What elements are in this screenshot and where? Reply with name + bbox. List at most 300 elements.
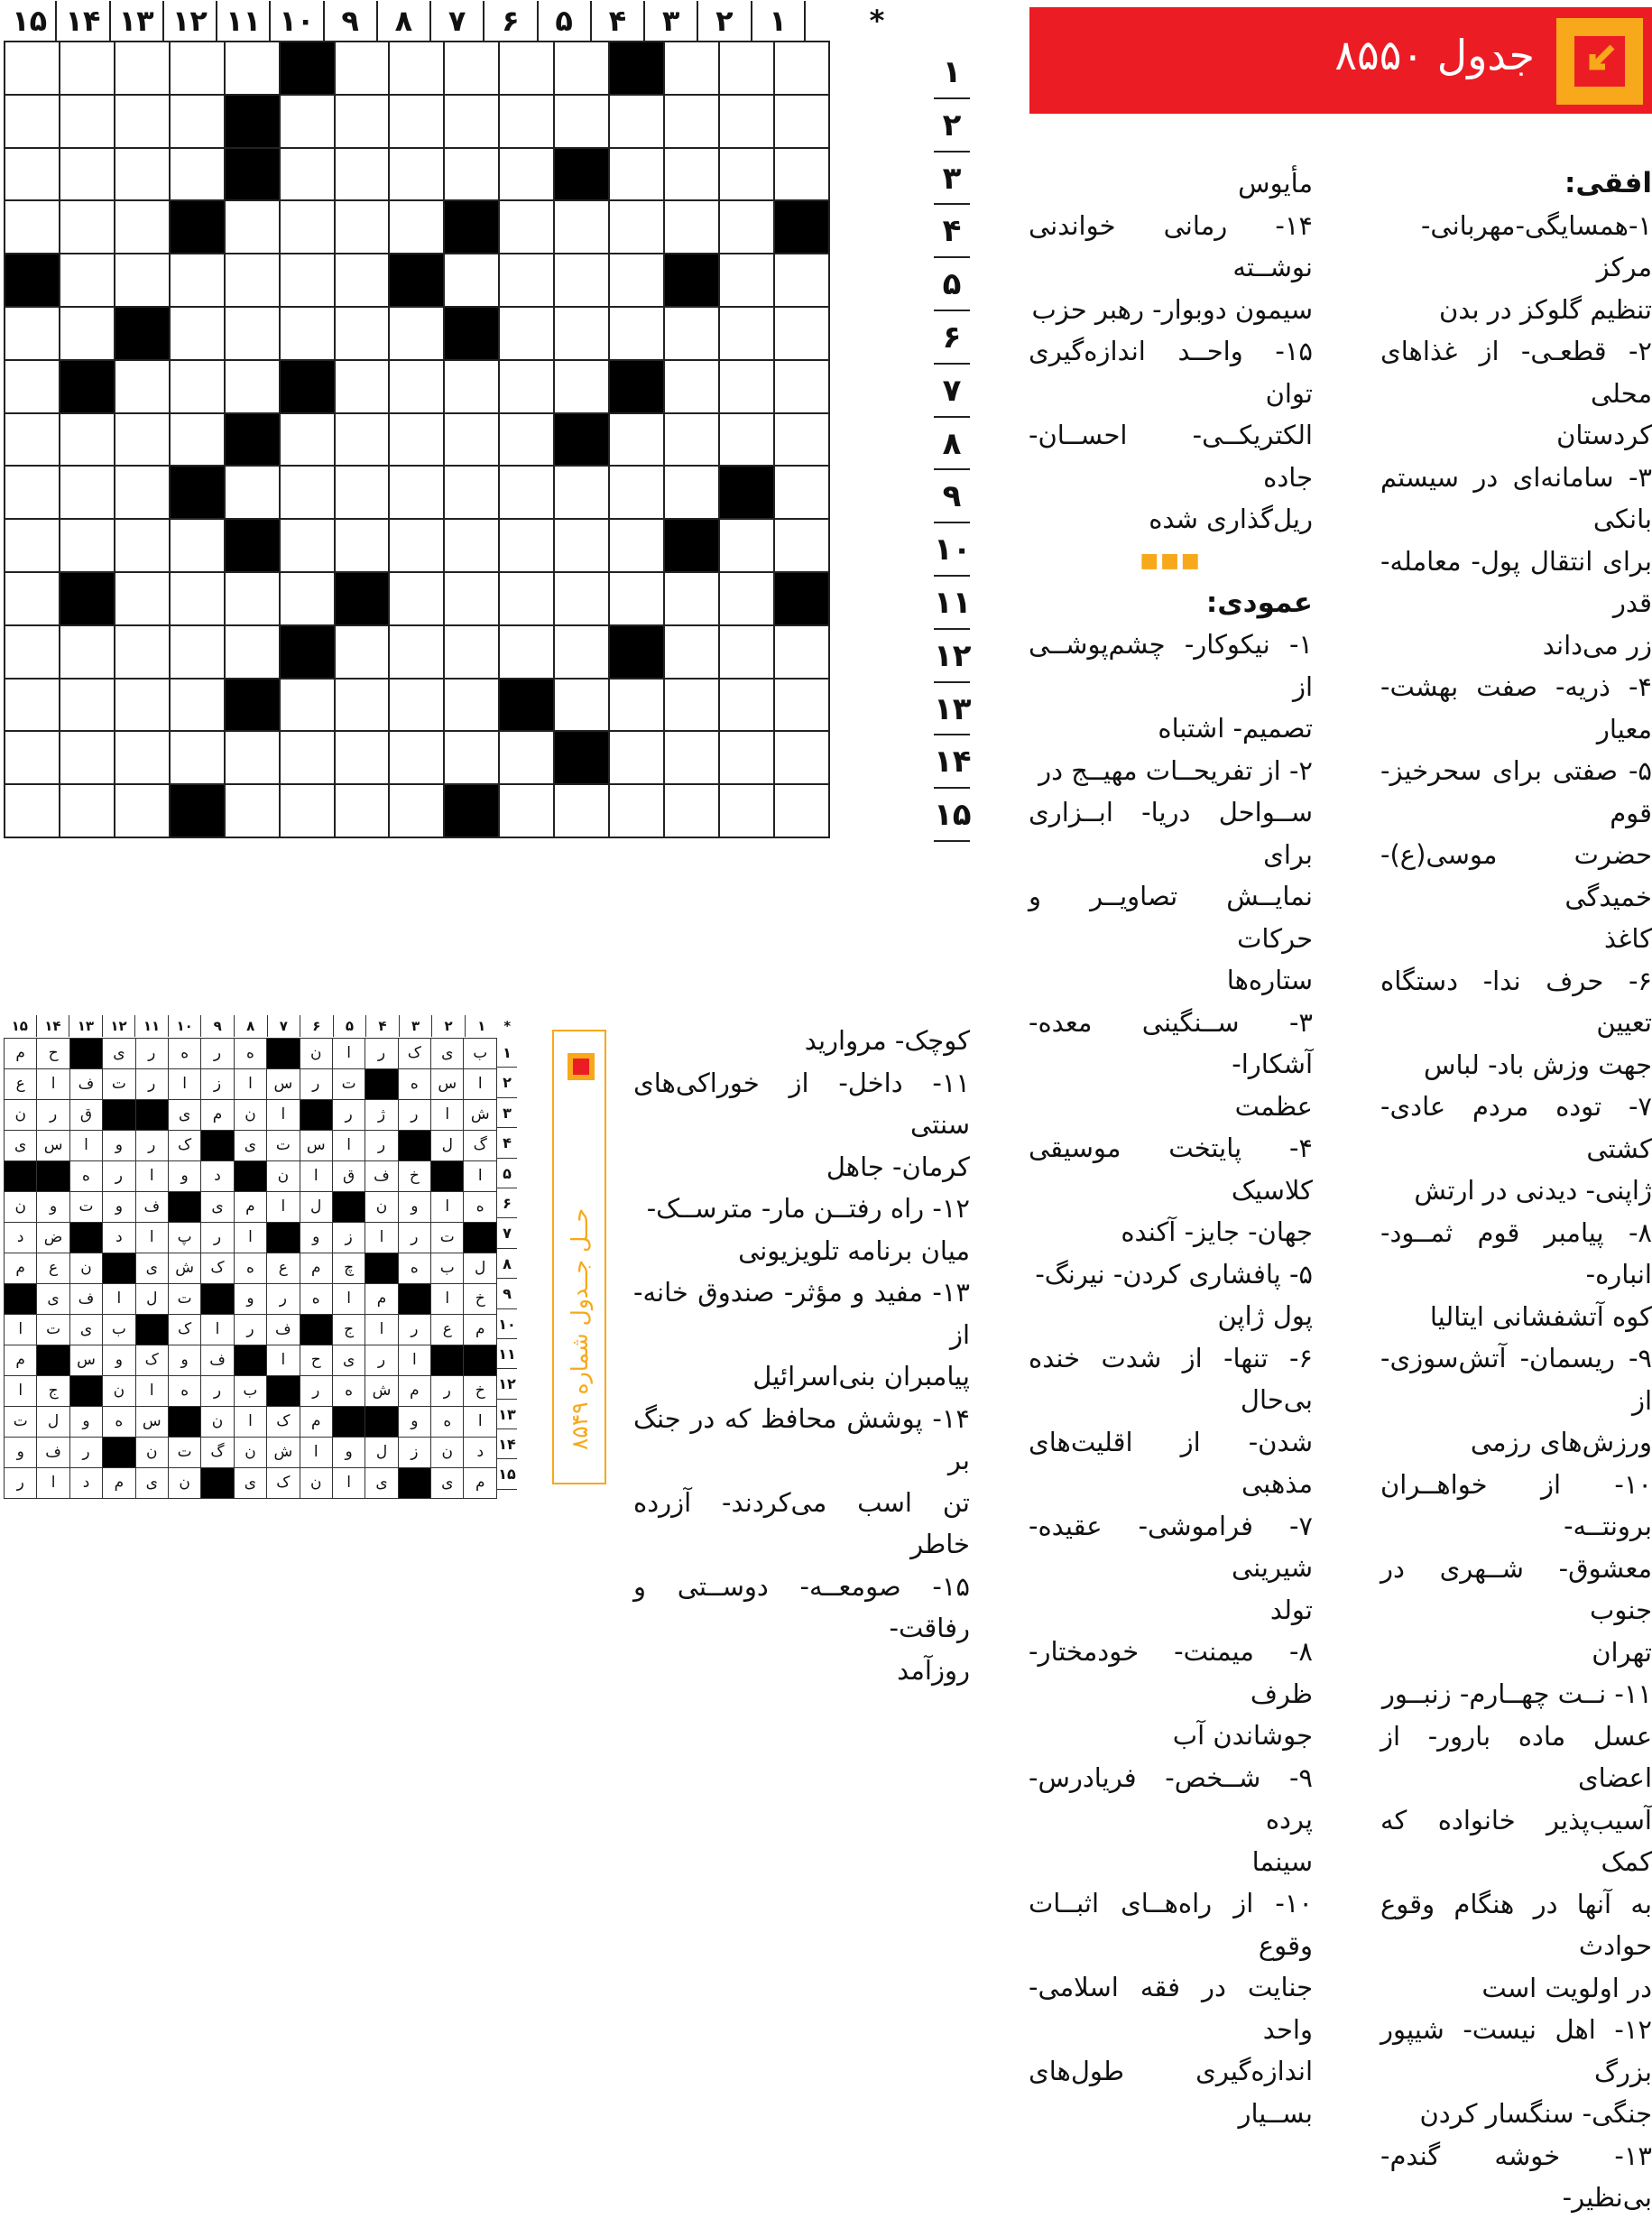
empty-cell[interactable]: [170, 519, 225, 572]
empty-cell[interactable]: [499, 519, 554, 572]
solution-cell: ر: [103, 1161, 135, 1192]
empty-cell[interactable]: [609, 572, 664, 625]
empty-cell[interactable]: [225, 572, 280, 625]
empty-cell[interactable]: [170, 679, 225, 732]
solution-cell: ا: [464, 1069, 497, 1100]
black-cell: [609, 625, 664, 679]
solution-cell: ا: [332, 1131, 365, 1161]
empty-cell[interactable]: [774, 95, 829, 148]
solution-cell: ا: [365, 1315, 398, 1345]
empty-cell[interactable]: [389, 784, 444, 837]
empty-cell[interactable]: [499, 625, 554, 679]
empty-cell[interactable]: [774, 731, 829, 784]
empty-cell[interactable]: [774, 784, 829, 837]
empty-cell[interactable]: [5, 731, 60, 784]
empty-cell[interactable]: [444, 519, 499, 572]
empty-cell[interactable]: [335, 466, 390, 519]
empty-cell[interactable]: [389, 42, 444, 95]
empty-cell[interactable]: [170, 360, 225, 413]
empty-cell[interactable]: [280, 200, 335, 254]
empty-cell[interactable]: [225, 254, 280, 307]
empty-cell[interactable]: [280, 731, 335, 784]
empty-cell[interactable]: [60, 731, 115, 784]
black-cell: [201, 1131, 234, 1161]
empty-cell[interactable]: [5, 307, 60, 360]
empty-cell[interactable]: [719, 360, 774, 413]
empty-cell[interactable]: [499, 731, 554, 784]
empty-cell[interactable]: [389, 679, 444, 732]
empty-cell[interactable]: [609, 731, 664, 784]
empty-cell[interactable]: [60, 466, 115, 519]
empty-cell[interactable]: [5, 519, 60, 572]
solution-cell: ک: [201, 1253, 234, 1284]
down-clue-line: ســواحل دریا- ابــزاری برای: [1029, 797, 1313, 870]
column-number: ۱۲: [162, 1, 216, 41]
empty-cell[interactable]: [389, 148, 444, 201]
empty-cell[interactable]: [225, 731, 280, 784]
empty-cell[interactable]: [499, 466, 554, 519]
empty-cell[interactable]: [335, 679, 390, 732]
empty-cell[interactable]: [225, 307, 280, 360]
empty-cell[interactable]: [774, 413, 829, 467]
empty-cell[interactable]: [335, 784, 390, 837]
empty-cell[interactable]: [5, 784, 60, 837]
empty-cell[interactable]: [5, 413, 60, 467]
empty-cell[interactable]: [609, 413, 664, 467]
empty-cell[interactable]: [554, 200, 609, 254]
empty-cell[interactable]: [170, 42, 225, 95]
empty-cell[interactable]: [664, 572, 719, 625]
empty-cell[interactable]: [115, 784, 170, 837]
column-number: ۱۱: [216, 1, 269, 41]
empty-cell[interactable]: [664, 95, 719, 148]
empty-cell[interactable]: [115, 731, 170, 784]
solution-cell: م: [464, 1468, 497, 1499]
empty-cell[interactable]: [280, 466, 335, 519]
black-cell: [774, 200, 829, 254]
empty-cell[interactable]: [170, 625, 225, 679]
empty-cell[interactable]: [389, 360, 444, 413]
empty-cell[interactable]: [335, 519, 390, 572]
row-number: ۱۳: [934, 683, 970, 736]
black-cell: [69, 1223, 102, 1253]
empty-cell[interactable]: [335, 42, 390, 95]
empty-cell[interactable]: [280, 148, 335, 201]
empty-cell[interactable]: [5, 42, 60, 95]
empty-cell[interactable]: [719, 42, 774, 95]
empty-cell[interactable]: [774, 519, 829, 572]
empty-cell[interactable]: [554, 466, 609, 519]
empty-cell[interactable]: [60, 307, 115, 360]
empty-cell[interactable]: [115, 95, 170, 148]
empty-cell[interactable]: [5, 572, 60, 625]
empty-cell[interactable]: [170, 731, 225, 784]
empty-cell[interactable]: [335, 731, 390, 784]
empty-cell[interactable]: [170, 413, 225, 467]
empty-cell[interactable]: [444, 572, 499, 625]
black-cell: [201, 1284, 234, 1315]
black-cell: [365, 1407, 398, 1438]
empty-cell[interactable]: [335, 307, 390, 360]
across-clue-line: جهت وزش باد- لباس: [1424, 1049, 1652, 1080]
grid-row: [5, 200, 829, 254]
empty-cell[interactable]: [60, 148, 115, 201]
grid-row: [5, 731, 829, 784]
empty-cell[interactable]: [774, 360, 829, 413]
empty-cell[interactable]: [389, 466, 444, 519]
solution-row: [5, 1069, 497, 1100]
empty-cell[interactable]: [389, 731, 444, 784]
across-clue-line: ۸- پیامبر قوم ثمــود- انباره-: [1380, 1216, 1652, 1290]
empty-cell[interactable]: [60, 413, 115, 467]
empty-cell[interactable]: [60, 200, 115, 254]
empty-cell[interactable]: [225, 784, 280, 837]
black-cell: [609, 360, 664, 413]
empty-cell[interactable]: [664, 307, 719, 360]
empty-cell[interactable]: [225, 625, 280, 679]
solution-cell: ا: [398, 1345, 430, 1376]
across-heading: افقی:: [1564, 167, 1652, 199]
solution-cell: س: [267, 1069, 300, 1100]
solution-cell: ی: [365, 1468, 398, 1499]
solution-cell: ا: [234, 1223, 266, 1253]
page-title: جدول ۸۵۵۰: [1334, 31, 1535, 79]
solution-cell: ر: [365, 1039, 398, 1069]
empty-cell[interactable]: [499, 200, 554, 254]
empty-cell[interactable]: [60, 95, 115, 148]
empty-cell[interactable]: [719, 519, 774, 572]
empty-cell[interactable]: [5, 148, 60, 201]
empty-cell[interactable]: [774, 625, 829, 679]
empty-cell[interactable]: [499, 307, 554, 360]
empty-cell[interactable]: [499, 254, 554, 307]
empty-cell[interactable]: [499, 413, 554, 467]
empty-cell[interactable]: [554, 519, 609, 572]
empty-cell[interactable]: [115, 466, 170, 519]
empty-cell[interactable]: [554, 679, 609, 732]
empty-cell[interactable]: [170, 572, 225, 625]
empty-cell[interactable]: [5, 200, 60, 254]
empty-cell[interactable]: [554, 784, 609, 837]
solution-column-number: ۳: [399, 1015, 432, 1037]
empty-cell[interactable]: [280, 413, 335, 467]
empty-cell[interactable]: [60, 42, 115, 95]
empty-cell[interactable]: [554, 625, 609, 679]
empty-cell[interactable]: [444, 731, 499, 784]
solution-column-number: ۱۵: [11, 1018, 28, 1034]
empty-cell[interactable]: [5, 466, 60, 519]
empty-cell[interactable]: [280, 784, 335, 837]
empty-cell[interactable]: [719, 784, 774, 837]
empty-cell[interactable]: [609, 679, 664, 732]
empty-cell[interactable]: [609, 784, 664, 837]
empty-cell[interactable]: [774, 42, 829, 95]
solution-cell: ن: [69, 1253, 102, 1284]
solution-cell: ا: [365, 1223, 398, 1253]
empty-cell[interactable]: [609, 254, 664, 307]
empty-cell[interactable]: [115, 254, 170, 307]
empty-cell[interactable]: [280, 572, 335, 625]
empty-cell[interactable]: [115, 679, 170, 732]
solution-column-number: ۸: [234, 1015, 267, 1037]
empty-cell[interactable]: [444, 466, 499, 519]
solution-row-number: ۶: [497, 1188, 517, 1218]
grid-row: [5, 679, 829, 732]
solution-cell: ا: [201, 1315, 234, 1345]
empty-cell[interactable]: [225, 466, 280, 519]
empty-cell[interactable]: [60, 519, 115, 572]
across-clue-line: ۱۵- واحــد اندازه‌گیری توان: [1029, 336, 1313, 409]
empty-cell[interactable]: [335, 148, 390, 201]
empty-cell[interactable]: [499, 95, 554, 148]
empty-cell[interactable]: [115, 360, 170, 413]
solution-cell: ه: [234, 1253, 266, 1284]
empty-cell[interactable]: [5, 360, 60, 413]
solution-column-number: ۵: [333, 1015, 366, 1037]
empty-cell[interactable]: [774, 307, 829, 360]
across-clue-line: ۱۱- نــت چهــارم- زنبــور: [1381, 1678, 1652, 1709]
empty-cell[interactable]: [499, 360, 554, 413]
empty-cell[interactable]: [444, 254, 499, 307]
empty-cell[interactable]: [664, 466, 719, 519]
solution-cell: ر: [300, 1376, 332, 1407]
empty-cell[interactable]: [444, 413, 499, 467]
solution-column-number: ۱۰: [168, 1015, 201, 1037]
empty-cell[interactable]: [389, 95, 444, 148]
solution-column-number: ۹: [200, 1015, 234, 1037]
empty-cell[interactable]: [664, 731, 719, 784]
solution-cell: د: [69, 1468, 102, 1499]
black-cell: [554, 731, 609, 784]
empty-cell[interactable]: [280, 519, 335, 572]
solution-cell: و: [103, 1345, 135, 1376]
row-number: ۱۵: [934, 789, 970, 842]
row-number: ۴: [934, 205, 970, 258]
empty-cell[interactable]: [335, 95, 390, 148]
empty-cell[interactable]: [115, 625, 170, 679]
empty-cell[interactable]: [444, 95, 499, 148]
column-number: ۱۰: [269, 1, 322, 41]
empty-cell[interactable]: [554, 95, 609, 148]
empty-cell[interactable]: [664, 625, 719, 679]
empty-cell[interactable]: [554, 42, 609, 95]
solution-row-number: ۵: [497, 1159, 517, 1188]
empty-cell[interactable]: [225, 360, 280, 413]
empty-cell[interactable]: [609, 466, 664, 519]
solution-cell: ا: [168, 1069, 200, 1100]
solution-cell: ا: [332, 1284, 365, 1315]
black-cell: [225, 413, 280, 467]
empty-cell[interactable]: [554, 307, 609, 360]
empty-cell[interactable]: [444, 625, 499, 679]
black-cell: [609, 42, 664, 95]
black-cell: [5, 1161, 37, 1192]
empty-cell[interactable]: [170, 148, 225, 201]
empty-cell[interactable]: [115, 413, 170, 467]
empty-cell[interactable]: [664, 360, 719, 413]
solution-cell: ن: [300, 1468, 332, 1499]
empty-cell[interactable]: [444, 148, 499, 201]
black-cell: [431, 1161, 464, 1192]
empty-cell[interactable]: [335, 413, 390, 467]
solution-row-number: ۱۵: [497, 1459, 517, 1489]
empty-cell[interactable]: [719, 413, 774, 467]
empty-cell[interactable]: [719, 307, 774, 360]
empty-cell[interactable]: [664, 200, 719, 254]
solution-cell: و: [234, 1284, 266, 1315]
solution-cell: د: [201, 1161, 234, 1192]
empty-cell[interactable]: [389, 519, 444, 572]
empty-cell[interactable]: [225, 42, 280, 95]
solution-cell: ا: [234, 1069, 266, 1100]
down-clue-line: پیامبران بنی‌اسرائیل: [752, 1361, 970, 1391]
empty-cell[interactable]: [444, 679, 499, 732]
solution-cell: ف: [69, 1284, 102, 1315]
section-separator: ■■■: [1140, 549, 1202, 572]
empty-cell[interactable]: [719, 148, 774, 201]
empty-cell[interactable]: [60, 679, 115, 732]
empty-cell[interactable]: [499, 42, 554, 95]
empty-cell[interactable]: [389, 307, 444, 360]
solution-cell: ک: [135, 1345, 168, 1376]
empty-cell[interactable]: [5, 679, 60, 732]
black-cell: [170, 784, 225, 837]
empty-cell[interactable]: [499, 784, 554, 837]
solution-cell: ز: [332, 1223, 365, 1253]
solution-cell: ر: [267, 1284, 300, 1315]
down-clue-line: پول ژاپن: [1217, 1300, 1313, 1331]
black-cell: [60, 572, 115, 625]
empty-cell[interactable]: [389, 200, 444, 254]
empty-cell[interactable]: [554, 254, 609, 307]
empty-cell[interactable]: [170, 95, 225, 148]
empty-cell[interactable]: [389, 572, 444, 625]
empty-cell[interactable]: [5, 625, 60, 679]
empty-cell[interactable]: [499, 572, 554, 625]
grid-row: [5, 307, 829, 360]
empty-cell[interactable]: [554, 572, 609, 625]
solution-cell: ر: [69, 1438, 102, 1468]
empty-cell[interactable]: [774, 254, 829, 307]
solution-cell: ف: [37, 1438, 69, 1468]
solution-cell: ض: [37, 1223, 69, 1253]
grid-row: [5, 466, 829, 519]
empty-cell[interactable]: [609, 307, 664, 360]
empty-cell[interactable]: [664, 679, 719, 732]
empty-cell[interactable]: [774, 679, 829, 732]
empty-cell[interactable]: [115, 572, 170, 625]
empty-cell[interactable]: [335, 625, 390, 679]
across-clue-line: ۱۳- خوشه گندم- بی‌نظیر-: [1380, 2140, 1652, 2213]
solution-cell: ت: [431, 1223, 464, 1253]
black-cell: [365, 1069, 398, 1100]
solution-cell: ه: [300, 1284, 332, 1315]
empty-cell[interactable]: [280, 95, 335, 148]
solution-cell: ه: [332, 1376, 365, 1407]
empty-cell[interactable]: [115, 148, 170, 201]
across-clue-line: ژاپنی- دیدنی در ارتش: [1414, 1175, 1652, 1206]
empty-cell[interactable]: [170, 307, 225, 360]
solution-cell: ر: [365, 1131, 398, 1161]
empty-cell[interactable]: [664, 148, 719, 201]
row-numbers: [934, 46, 970, 842]
empty-cell[interactable]: [609, 519, 664, 572]
empty-cell[interactable]: [335, 200, 390, 254]
empty-cell[interactable]: [719, 625, 774, 679]
black-cell: [365, 1253, 398, 1284]
down-clue-line: ۱۵- صومعــه- دوســتی و رفاقت-: [633, 1570, 970, 1643]
empty-cell[interactable]: [719, 254, 774, 307]
across-clue-line: ۵- صفتی برای سحرخیز- قوم: [1380, 755, 1652, 828]
across-clue-line: ۹- ریسمان- آتش‌سوزی- از: [1380, 1343, 1652, 1416]
empty-cell[interactable]: [719, 731, 774, 784]
black-cell: [60, 360, 115, 413]
empty-cell[interactable]: [719, 200, 774, 254]
solution-cell: ا: [5, 1315, 37, 1345]
solution-cell: س: [431, 1069, 464, 1100]
empty-cell[interactable]: [280, 254, 335, 307]
empty-cell[interactable]: [225, 200, 280, 254]
across-clue-line: ورزش‌های رزمی: [1470, 1427, 1652, 1457]
empty-cell[interactable]: [774, 466, 829, 519]
empty-cell[interactable]: [115, 200, 170, 254]
empty-cell[interactable]: [609, 148, 664, 201]
empty-cell[interactable]: [115, 42, 170, 95]
across-clue-line: ۶- حرف ندا- دستگاه تعیین: [1380, 965, 1652, 1038]
empty-cell[interactable]: [60, 254, 115, 307]
row-number: ۶: [934, 311, 970, 365]
down-clue-line: سینما: [1251, 1845, 1313, 1877]
empty-cell[interactable]: [609, 200, 664, 254]
empty-cell[interactable]: [444, 42, 499, 95]
empty-cell[interactable]: [389, 413, 444, 467]
solution-cell: ن: [365, 1192, 398, 1223]
empty-cell[interactable]: [719, 95, 774, 148]
solution-cell: ر: [398, 1315, 430, 1345]
grid-row: [5, 784, 829, 837]
row-number: ۳: [934, 153, 970, 206]
empty-cell[interactable]: [335, 360, 390, 413]
solution-cell: م: [398, 1376, 430, 1407]
empty-cell[interactable]: [444, 360, 499, 413]
empty-cell[interactable]: [60, 784, 115, 837]
empty-cell[interactable]: [554, 360, 609, 413]
solution-cell: ر: [398, 1223, 430, 1253]
empty-cell[interactable]: [664, 42, 719, 95]
solution-cell: ژ: [365, 1100, 398, 1131]
empty-cell[interactable]: [719, 572, 774, 625]
empty-cell[interactable]: [60, 625, 115, 679]
empty-cell[interactable]: [664, 413, 719, 467]
empty-cell[interactable]: [280, 679, 335, 732]
empty-cell[interactable]: [335, 254, 390, 307]
empty-cell[interactable]: [389, 625, 444, 679]
empty-cell[interactable]: [280, 307, 335, 360]
empty-cell[interactable]: [170, 254, 225, 307]
empty-cell[interactable]: [115, 519, 170, 572]
empty-cell[interactable]: [5, 95, 60, 148]
empty-cell[interactable]: [609, 95, 664, 148]
solution-cell: ا: [431, 1192, 464, 1223]
empty-cell[interactable]: [664, 784, 719, 837]
solution-cell: ی: [135, 1468, 168, 1499]
solution-column-number: ۲: [431, 1015, 465, 1037]
empty-cell[interactable]: [499, 148, 554, 201]
empty-cell[interactable]: [774, 148, 829, 201]
empty-cell[interactable]: [719, 679, 774, 732]
solution-row-number: ۹: [497, 1279, 517, 1308]
black-cell: [774, 572, 829, 625]
